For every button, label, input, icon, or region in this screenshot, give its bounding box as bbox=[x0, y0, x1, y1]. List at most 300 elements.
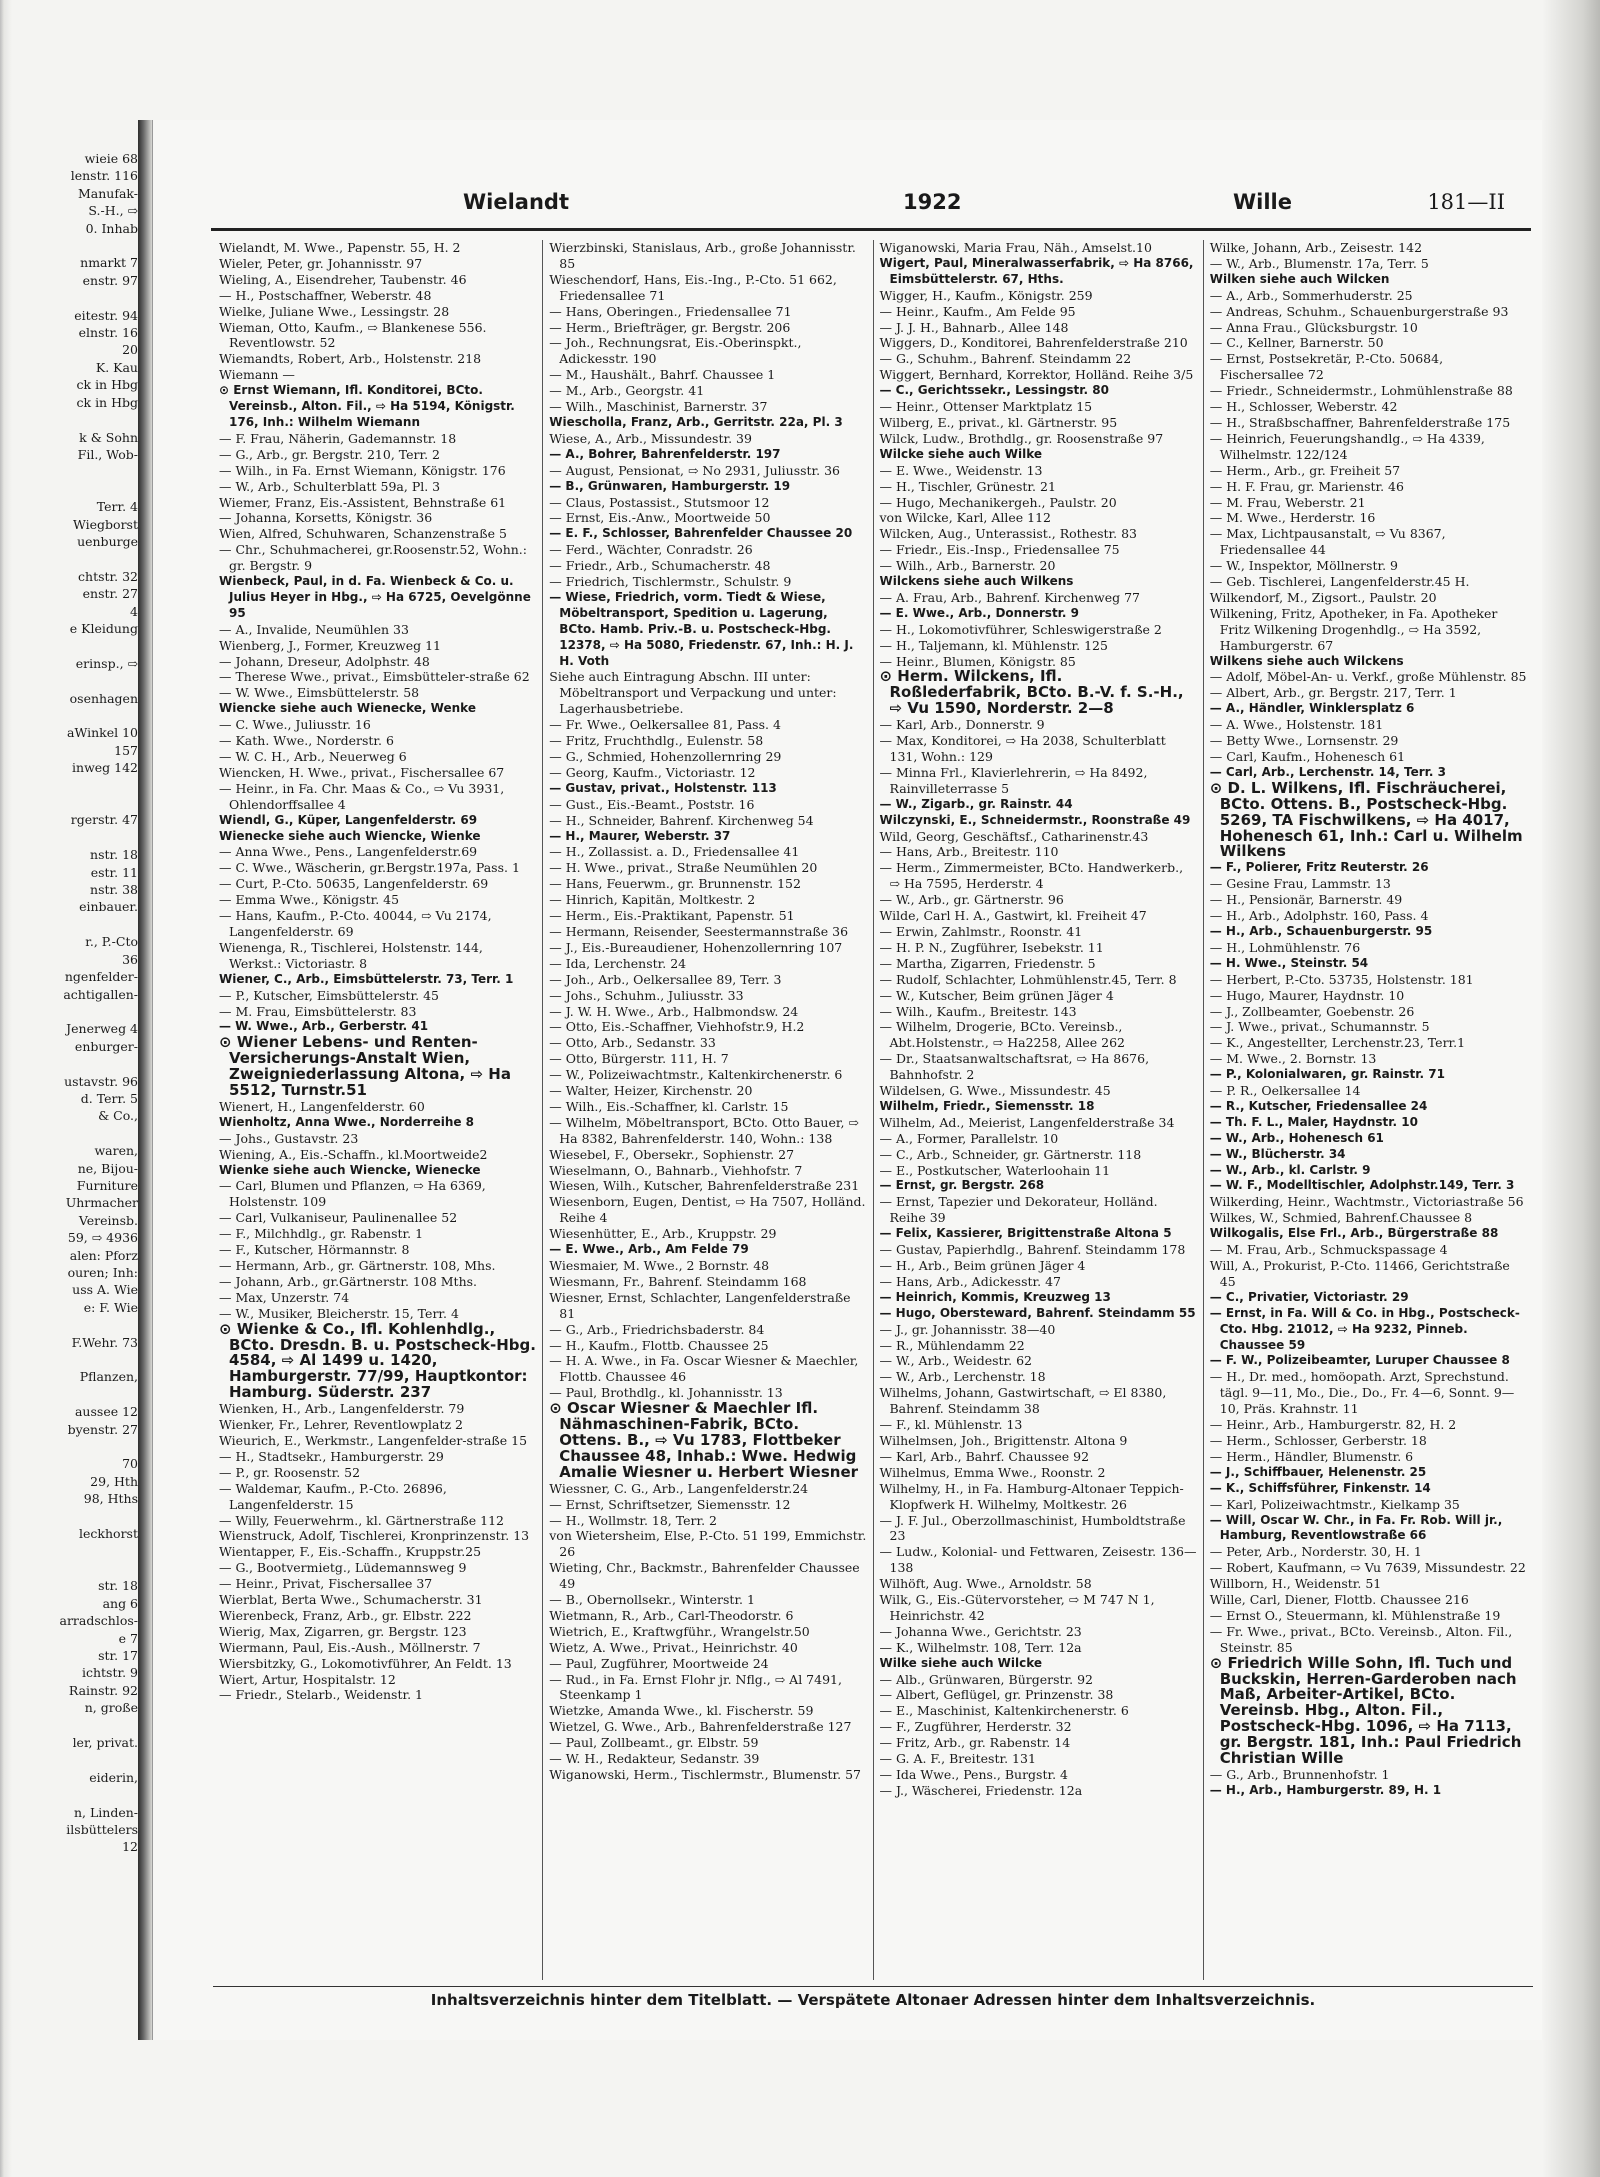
directory-entry: — Herbert, P.-Cto. 53735, Holstenstr. 181 bbox=[1209, 971, 1474, 987]
directory-entry: — Ernst, Postsekretär, P.-Cto. 50684, Fischersallee 72 bbox=[1209, 351, 1444, 383]
previous-page-line: r., P.-Cto bbox=[85, 934, 138, 950]
directory-entry: — W., Kutscher, Beim grünen Jäger 4 bbox=[879, 987, 1114, 1003]
directory-entry: — Friedr., Schneidermstr., Lohmühlenstraße 88 bbox=[1209, 383, 1513, 399]
directory-entry: — Carl, Blumen und Pflanzen, ⇨ Ha 6369, Holstenstr. 109 bbox=[219, 1178, 486, 1210]
directory-entry: Wierig, Max, Zigarren, gr. Bergstr. 123 bbox=[219, 1623, 467, 1639]
directory-entry: — Gustav, privat., Holstenstr. 113 bbox=[549, 780, 777, 795]
previous-page-line: Uhrmacher bbox=[65, 1195, 138, 1211]
directory-entry: Wienert, H., Langenfelderstr. 60 bbox=[219, 1098, 425, 1114]
directory-entry: — H., Schlosser, Weberstr. 42 bbox=[1209, 399, 1398, 415]
directory-entry: — Emma Wwe., Königstr. 45 bbox=[219, 892, 400, 908]
directory-entry: — P. R., Oelkersallee 14 bbox=[1209, 1083, 1361, 1099]
directory-entry: — M., Haushält., Bahrf. Chaussee 1 bbox=[549, 367, 776, 383]
directory-entry: — A., Bohrer, Bahrenfelderstr. 197 bbox=[549, 446, 781, 461]
directory-entry: Wieschendorf, Hans, Eis.-Ing., P.-Cto. 51 662, Friedensallee 71 bbox=[549, 271, 837, 303]
directory-entry: — J., Wäscherei, Friedenstr. 12a bbox=[879, 1782, 1083, 1798]
directory-entry: — Ludw., Kolonial- und Fettwaren, Zeisestr. 136—138 bbox=[879, 1544, 1197, 1576]
directory-entry: — H., Kaufm., Flottb. Chaussee 25 bbox=[549, 1337, 769, 1353]
directory-entry: — Hans, Feuerwm., gr. Brunnenstr. 152 bbox=[549, 876, 801, 892]
directory-entry: Wigger, H., Kaufm., Königstr. 259 bbox=[879, 287, 1093, 303]
directory-entry: — Curt, P.-Cto. 50635, Langenfelderstr. 69 bbox=[219, 876, 489, 892]
directory-entry: Wilhelm, Friedr., Siemensstr. 18 bbox=[879, 1098, 1095, 1113]
directory-entry: — E. Wwe., Arb., Donnerstr. 9 bbox=[879, 605, 1079, 620]
directory-entry: — A., Former, Parallelstr. 10 bbox=[879, 1130, 1059, 1146]
directory-entry: Wieling, A., Eisendreher, Taubenstr. 46 bbox=[219, 271, 467, 287]
directory-entry: Wienbeck, Paul, in d. Fa. Wienbeck & Co. u. Julius Heyer in Hbg., ⇨ Ha 6725, Oevelgönne 95 bbox=[219, 574, 531, 620]
column-3 bbox=[874, 240, 1204, 1980]
directory-entry: Will, A., Prokurist, P.-Cto. 11466, Gerichtstraße 45 bbox=[1209, 1258, 1510, 1289]
directory-entry: — Max, Konditorei, ⇨ Ha 2038, Schulterblatt 131, Wohn.: 129 bbox=[879, 733, 1166, 764]
previous-page-line bbox=[0, 777, 138, 794]
previous-page-line: enburger- bbox=[74, 1038, 138, 1054]
previous-page-line: ang 6 bbox=[102, 1595, 138, 1611]
directory-entry: Wieselmann, O., Bahnarb., Viehhofstr. 7 bbox=[549, 1162, 803, 1178]
directory-entry: — Fritz, Arb., gr. Rabenstr. 14 bbox=[879, 1735, 1071, 1751]
directory-entry: — G., Schmied, Hohenzollernring 29 bbox=[549, 749, 782, 764]
directory-entry: Wienholtz, Anna Wwe., Norderreihe 8 bbox=[219, 1114, 475, 1129]
column-2 bbox=[543, 240, 873, 1980]
directory-entry: — Hermann, Arb., gr. Gärtnerstr. 108, Mhs. bbox=[219, 1258, 496, 1273]
directory-entry: Wilcke siehe auch Wilke bbox=[879, 446, 1043, 461]
previous-page-line: Manufak- bbox=[77, 185, 138, 201]
directory-entry: — Gesine Frau, Lammstr. 13 bbox=[1209, 876, 1391, 892]
directory-entry: Wierblat, Berta Wwe., Schumacherstr. 31 bbox=[219, 1592, 483, 1608]
directory-entry: — Ernst O., Steuermann, kl. Mühlenstraße 19 bbox=[1209, 1607, 1501, 1623]
directory-entry: — Wilhelm, Drogerie, BCto. Vereinsb., Abt.Holstenstr., ⇨ Ha2258, Allee 262 bbox=[879, 1019, 1126, 1051]
directory-entry: Wilhöft, Aug. Wwe., Arnoldstr. 58 bbox=[879, 1576, 1092, 1592]
previous-page-line: 20 bbox=[122, 342, 138, 358]
previous-page-line bbox=[0, 1717, 138, 1734]
previous-page-line: Vereinsb. bbox=[78, 1212, 138, 1228]
previous-page-line bbox=[0, 411, 138, 428]
directory-entry: — Johs., Gustavstr. 23 bbox=[219, 1130, 359, 1146]
directory-entry: — Heinr., Kaufm., Am Felde 95 bbox=[879, 303, 1076, 319]
previous-page-line: n, Linden- bbox=[73, 1804, 138, 1820]
directory-entry: — Johann, Dreseur, Adolphstr. 48 bbox=[219, 653, 430, 669]
previous-page-line bbox=[0, 1316, 138, 1333]
directory-entry: Wienberg, J., Former, Kreuzweg 11 bbox=[219, 637, 441, 653]
directory-entry: Wienken, H., Arb., Langenfelderstr. 79 bbox=[219, 1401, 465, 1417]
directory-entry: Wiesen, Wilh., Kutscher, Bahrenfelderstraße 231 bbox=[549, 1178, 860, 1194]
directory-entry: — Johann, Arb., gr.Gärtnerstr. 108 Mths. bbox=[219, 1273, 478, 1289]
directory-entry: — W., Arb., kl. Carlstr. 9 bbox=[1209, 1162, 1371, 1177]
previous-page-line bbox=[0, 829, 138, 846]
directory-entry: — Kath. Wwe., Norderstr. 6 bbox=[219, 733, 394, 749]
previous-page-line: ichtstr. 9 bbox=[81, 1665, 138, 1681]
directory-entry: Wilkens siehe auch Wilckens bbox=[1209, 653, 1404, 668]
directory-entry: — H. P. N., Zugführer, Isebekstr. 11 bbox=[879, 939, 1104, 955]
directory-entry: Wiermann, Paul, Eis.-Aush., Möllnerstr. 7 bbox=[219, 1639, 481, 1655]
directory-entry: — F., kl. Mühlenstr. 13 bbox=[879, 1417, 1023, 1433]
directory-entry: — Fr. Wwe., privat., BCto. Vereinsb., Alton. Fil., Steinstr. 85 bbox=[1209, 1623, 1513, 1655]
previous-page-line bbox=[0, 463, 138, 480]
previous-page-line: lenstr. 116 bbox=[70, 168, 138, 184]
directory-entry: Wiemer, Franz, Eis.-Assistent, Behnstraße 61 bbox=[219, 494, 507, 510]
previous-page-line: n, große bbox=[84, 1700, 138, 1716]
directory-entry: — Martha, Zigarren, Friedenstr. 5 bbox=[879, 955, 1096, 971]
directory-entry: Wiemann — bbox=[219, 367, 295, 383]
previous-page-line: e Kleidung bbox=[69, 620, 138, 636]
directory-entry: — A. Frau, Arb., Bahrenf. Kirchenweg 77 bbox=[879, 589, 1140, 605]
directory-entry: Wiggers, D., Konditorei, Bahrenfelderstraße 210 bbox=[879, 335, 1188, 351]
directory-entry: — Otto, Eis.-Schaffner, Viehhofstr.9, H.2 bbox=[549, 1019, 805, 1035]
directory-entry: — W., Musiker, Bleicherstr. 15, Terr. 4 bbox=[219, 1305, 459, 1321]
directory-entry: — E. F., Schlosser, Bahrenfelder Chaussee 20 bbox=[549, 526, 853, 541]
previous-page-edge bbox=[0, 150, 138, 2030]
directory-entry: — H., Schneider, Bahrenf. Kirchenweg 54 bbox=[549, 812, 814, 828]
previous-page-line: 29, Hth bbox=[90, 1473, 138, 1489]
directory-entry: — J., Schiffbauer, Helenenstr. 25 bbox=[1209, 1464, 1427, 1479]
directory-entry: — E. Wwe., Arb., Am Felde 79 bbox=[549, 1242, 749, 1257]
directory-entry: — H., Straßbschaffner, Bahrenfelderstraße 175 bbox=[1209, 414, 1511, 430]
directory-entry: — Chr., Schuhmacherei, gr.Roosenstr.52, Wohn.: gr. Bergstr. 9 bbox=[219, 542, 527, 574]
previous-page-line: Terr. 4 bbox=[96, 499, 138, 515]
directory-entry: — W., Arb., Blumenstr. 17a, Terr. 5 bbox=[1209, 255, 1429, 271]
previous-page-line: uenburge bbox=[77, 533, 138, 549]
directory-entry: Wilde, Carl H. A., Gastwirt, kl. Freiheit 47 bbox=[879, 908, 1147, 924]
previous-page-line: eiderin, bbox=[89, 1769, 138, 1785]
directory-entry: — Geb. Tischlerei, Langenfelderstr.45 H. bbox=[1209, 574, 1470, 590]
directory-entry: — Walter, Heizer, Kirchenstr. 20 bbox=[549, 1083, 753, 1099]
previous-page-line: 36 bbox=[122, 951, 138, 967]
directory-entry: — Felix, Kassierer, Brigittenstraße Altona 5 bbox=[879, 1226, 1172, 1241]
previous-page-line: elnstr. 16 bbox=[78, 325, 138, 341]
previous-page-line: S.-H., ⇨ bbox=[88, 203, 138, 219]
directory-entry: — W. F., Modelltischler, Adolphstr.149, Terr. 3 bbox=[1209, 1178, 1515, 1193]
directory-entry: — Friedr., Stelarb., Weidenstr. 1 bbox=[219, 1687, 423, 1703]
directory-entry: — Herm., Händler, Blumenstr. 6 bbox=[1209, 1448, 1414, 1464]
previous-page-line bbox=[0, 1508, 138, 1525]
directory-entry: — C., Kellner, Barnerstr. 50 bbox=[1209, 335, 1384, 351]
directory-entry: — A., Invalide, Neumühlen 33 bbox=[219, 621, 409, 637]
previous-page-line: 4 bbox=[130, 603, 138, 619]
directory-entry: Wilkendorf, M., Zigsort., Paulstr. 20 bbox=[1209, 589, 1437, 605]
directory-entry: — Wilh., Eis.-Schaffner, kl. Carlstr. 15 bbox=[549, 1098, 789, 1114]
directory-entry: — W., Arb., Lerchenstr. 18 bbox=[879, 1369, 1046, 1385]
directory-entry: — K., Schiffsführer, Finkenstr. 14 bbox=[1209, 1480, 1431, 1495]
directory-entry: — Erwin, Zahlmstr., Roonstr. 41 bbox=[879, 923, 1083, 939]
directory-entry: Wieschollа, Franz, Arb., Gerritstr. 22a, Pl. 3 bbox=[549, 414, 843, 429]
directory-entry: — H., Postschaffner, Weberstr. 48 bbox=[219, 287, 432, 303]
directory-entry: — Heinr., Ottenser Marktplatz 15 bbox=[879, 399, 1093, 415]
page-footer-note: Inhaltsverzeichnis hinter dem Titelblatt. — Verspätete Altonaer Adressen hinter dem Inhaltsverzeichnis. bbox=[213, 1986, 1533, 2009]
previous-page-line: 59, ⇨ 4936 bbox=[67, 1230, 138, 1246]
directory-entry: — H., Wollmstr. 18, Terr. 2 bbox=[549, 1512, 717, 1528]
previous-page-line: str. 18 bbox=[98, 1578, 138, 1594]
directory-entry: — J. J. H., Bahnarb., Allee 148 bbox=[879, 319, 1069, 335]
book-gutter bbox=[138, 120, 152, 2040]
directory-entry: — H., Pensionär, Barnerstr. 49 bbox=[1209, 892, 1403, 908]
directory-entry: ⊙ Wiener Lebens- und Renten-Versicherungs-Anstalt Wien, Zweigniederlassung Altona, ⇨ Ha 5512, Turnstr.51 bbox=[219, 1033, 511, 1100]
previous-page-line: rgerstr. 47 bbox=[70, 812, 138, 828]
previous-page-line: Fil., Wob- bbox=[77, 446, 138, 462]
directory-entry: — Robert, Kaufmann, ⇨ Vu 7639, Missundestr. 22 bbox=[1209, 1560, 1526, 1576]
directory-entry: — Ida Wwe., Pens., Burgstr. 4 bbox=[879, 1767, 1068, 1782]
directory-entry: — A. Wwe., Holstenstr. 181 bbox=[1209, 717, 1384, 733]
directory-entry: Wilken siehe auch Wilcken bbox=[1209, 271, 1390, 286]
directory-entry: — R., Kutscher, Friedensallee 24 bbox=[1209, 1098, 1428, 1113]
directory-entry: Wilck, Ludw., Brothdlg., gr. Roosenstraße 97 bbox=[879, 430, 1164, 446]
previous-page-line: ck in Hbg bbox=[76, 377, 138, 393]
directory-entry: — Karl, Polizeiwachtmstr., Kielkamp 35 bbox=[1209, 1496, 1460, 1512]
directory-entry: Wilcken, Aug., Unterassist., Rothestr. 83 bbox=[879, 526, 1138, 542]
previous-page-line: 0. Inhab bbox=[85, 220, 138, 236]
previous-page-line: str. 17 bbox=[98, 1647, 138, 1663]
previous-page-line: inweg 142 bbox=[72, 760, 138, 776]
directory-entry: — H. F. Frau, gr. Marienstr. 46 bbox=[1209, 478, 1404, 494]
previous-page-line: arradschlos- bbox=[59, 1613, 138, 1629]
directory-entry: Wilkes, W., Schmied, Bahrenf.Chaussee 8 bbox=[1209, 1210, 1473, 1226]
directory-entry: — Ida, Lerchenstr. 24 bbox=[549, 955, 687, 971]
directory-entry: — J., gr. Johannisstr. 38—40 bbox=[879, 1321, 1056, 1337]
directory-entry: Wilhelm, Ad., Meierist, Langenfelderstraße 34 bbox=[879, 1114, 1175, 1130]
directory-entry: Wielandt, M. Wwe., Papenstr. 55, H. 2 bbox=[219, 240, 461, 255]
previous-page-line: ngenfelder- bbox=[64, 969, 138, 985]
directory-entry: — C., Privatier, Victoriastr. 29 bbox=[1209, 1289, 1409, 1304]
previous-page-line: Wiegborst bbox=[73, 516, 138, 532]
directory-entry: — E., Postkutscher, Waterloohain 11 bbox=[879, 1162, 1111, 1178]
previous-page-line: 157 bbox=[114, 742, 138, 758]
directory-entry: — Gust., Eis.-Beamt., Poststr. 16 bbox=[549, 796, 755, 812]
previous-page-line: nstr. 38 bbox=[90, 882, 138, 898]
directory-entry: — Will, Oscar W. Chr., in Fa. Fr. Rob. Will jr., Hamburg, Reventlowstraße 66 bbox=[1209, 1512, 1503, 1543]
previous-page-line bbox=[0, 289, 138, 306]
directory-entry: — Gustav, Papierhdlg., Bahrenf. Steindamm 178 bbox=[879, 1242, 1186, 1258]
directory-entry: — E., Maschinist, Kaltenkirchenerstr. 6 bbox=[879, 1703, 1129, 1719]
previous-page-line: e 7 bbox=[118, 1630, 138, 1646]
directory-entry: — Paul, Zugführer, Moortweide 24 bbox=[549, 1655, 769, 1671]
directory-entry: — Claus, Postassist., Stutsmoor 12 bbox=[549, 494, 770, 510]
directory-entry: Wieting, Chr., Backmstr., Bahrenfelder Chaussee 49 bbox=[549, 1560, 860, 1592]
directory-entry: — Max, Lichtpausanstalt, ⇨ Vu 8367, Friedensallee 44 bbox=[1209, 526, 1446, 558]
directory-entry: — Heinrich, Kommis, Kreuzweg 13 bbox=[879, 1289, 1111, 1304]
directory-entry: Wilke siehe auch Wilcke bbox=[879, 1655, 1043, 1670]
directory-entry: — M. Wwe., 2. Bornstr. 13 bbox=[1209, 1051, 1377, 1067]
directory-entry: Wiencken, H. Wwe., privat., Fischersallee 67 bbox=[219, 764, 505, 780]
scan-right-shadow bbox=[1542, 0, 1600, 2177]
directory-entry: — W., Arb., Schulterblatt 59a, Pl. 3 bbox=[219, 478, 441, 494]
directory-entry: Wiesmann, Fr., Bahrenf. Steindamm 168 bbox=[549, 1273, 807, 1289]
directory-entry: — H., Arb., Schauenburgerstr. 95 bbox=[1209, 923, 1433, 938]
column-4 bbox=[1204, 240, 1533, 1980]
directory-entry: — W. H., Redakteur, Sedanstr. 39 bbox=[549, 1751, 760, 1767]
directory-entry: — H., Zollassist. a. D., Friedensallee 41 bbox=[549, 844, 800, 860]
directory-entry: Wilkerding, Heinr., Wachtmstr., Victoriastraße 56 bbox=[1209, 1194, 1524, 1210]
directory-entry: Wilkogalis, Else Frl., Arb., Bürgerstraße 88 bbox=[1209, 1226, 1499, 1241]
directory-entry: — Betty Wwe., Lornsenstr. 29 bbox=[1209, 733, 1399, 749]
previous-page-line bbox=[0, 237, 138, 254]
previous-page-line bbox=[0, 1751, 138, 1768]
directory-entry: — H., Arb., Hamburgerstr. 89, H. 1 bbox=[1209, 1782, 1442, 1797]
directory-entry: — K., Angestellter, Lerchenstr.23, Terr.1 bbox=[1209, 1035, 1466, 1051]
directory-entry: — Willy, Feuerwehrm., kl. Gärtnerstraße 112 bbox=[219, 1512, 504, 1528]
previous-page-line: aussee 12 bbox=[74, 1404, 138, 1420]
directory-entry: — Carl, Arb., Lerchenstr. 14, Terr. 3 bbox=[1209, 764, 1446, 779]
directory-entry: Wienstruck, Adolf, Tischlerei, Kronprinzenstr. 13 bbox=[219, 1528, 530, 1544]
directory-entry: Wille, Carl, Diener, Flottb. Chaussee 216 bbox=[1209, 1592, 1469, 1608]
previous-page-line: e: F. Wie bbox=[83, 1299, 138, 1315]
directory-entry: — Herm., Zimmermeister, BCto. Handwerkerb., ⇨ Ha 7595, Herderstr. 4 bbox=[879, 860, 1184, 892]
directory-entry: Wigert, Paul, Mineralwasserfabrik, ⇨ Ha 8766, Eimsbüttelerstr. 67, Hths. bbox=[879, 255, 1194, 286]
directory-entry: Wierzbinski, Stanislaus, Arb., große Johannisstr. 85 bbox=[549, 240, 856, 271]
directory-entry: — Albert, Arb., gr. Bergstr. 217, Terr. 1 bbox=[1209, 685, 1457, 701]
directory-entry: — Ferd., Wächter, Conradstr. 26 bbox=[549, 542, 753, 558]
directory-entry: — Alb., Grünwaren, Bürgerstr. 92 bbox=[879, 1671, 1093, 1687]
directory-entry: — Wilh., Kaufm., Breitestr. 143 bbox=[879, 1003, 1077, 1019]
directory-entry: ⊙ D. L. Wilkens, Ifl. Fischräucherei, BCto. Ottens. B., Postscheck-Hbg. 5269, TA Fischwilkens, ⇨ Ha 4017, Hohenesch 61, Inh.: Carl u. Wilhelm Wilkens bbox=[1209, 778, 1523, 861]
header-last-name: Wille bbox=[1233, 190, 1293, 214]
previous-page-line bbox=[0, 550, 138, 567]
previous-page-line: uss A. Wie bbox=[72, 1282, 138, 1298]
directory-entry: — Herm., Eis.-Praktikant, Papenstr. 51 bbox=[549, 908, 795, 924]
directory-entry: Wieurich, E., Werkmstr., Langenfelder-straße 15 bbox=[219, 1432, 528, 1448]
directory-entry: Wilhelmsen, Joh., Brigittenstr. Altona 9 bbox=[879, 1432, 1128, 1448]
previous-page-line: osenhagen bbox=[69, 690, 138, 706]
directory-entry: Wilkening, Fritz, Apotheker, in Fa. Apotheker Fritz Wilkening Drogenhdlg., ⇨ Ha 3592, Hamburgerstr. 67 bbox=[1209, 605, 1498, 653]
directory-entry: — H., Stadtsekr., Hamburgerstr. 29 bbox=[219, 1448, 444, 1464]
directory-entry: — Anna Wwe., Pens., Langenfelderstr.69 bbox=[219, 844, 478, 860]
directory-entry: — F., Kutscher, Hörmannstr. 8 bbox=[219, 1242, 410, 1258]
directory-entry: — W. C. H., Arb., Neuerweg 6 bbox=[219, 749, 407, 764]
directory-entry: — W., Polizeiwachtmstr., Kaltenkirchenerstr. 6 bbox=[549, 1067, 843, 1083]
previous-page-line: nstr. 18 bbox=[90, 847, 138, 863]
directory-entry: — Friedrich, Tischlermstr., Schulstr. 9 bbox=[549, 574, 792, 590]
directory-entry: — H. Wwe., Steinstr. 54 bbox=[1209, 955, 1369, 970]
directory-entry: ⊙ Oscar Wiesner & Maechler Ifl. Nähmaschinen-Fabrik, BCto. Ottens. B., ⇨ Vu 1783, Flottbeker Chaussee 48, Inhab.: Wwe. Hedwig Amalie Wiesner u. Herbert Wiesner bbox=[549, 1399, 859, 1481]
directory-entry: — J. Wwe., privat., Schumannstr. 5 bbox=[1209, 1019, 1430, 1035]
directory-entry: — M. Frau, Arb., Schmuckspassage 4 bbox=[1209, 1242, 1448, 1258]
directory-entry: — Herm., Schlosser, Gerberstr. 18 bbox=[1209, 1432, 1427, 1448]
directory-entry: — P., gr. Roosenstr. 52 bbox=[219, 1464, 361, 1480]
directory-entry: — Ernst, Tapezier und Dekorateur, Holländ. Reihe 39 bbox=[879, 1194, 1158, 1226]
directory-entry: — Anna Frau., Glücksburgstr. 10 bbox=[1209, 319, 1418, 335]
directory-entry: Wiemandts, Robert, Arb., Holstenstr. 218 bbox=[219, 351, 482, 367]
previous-page-line bbox=[0, 481, 138, 498]
directory-entry: — C. Wwe., Juliusstr. 16 bbox=[219, 717, 371, 733]
directory-entry: — F., Milchhdlg., gr. Rabenstr. 1 bbox=[219, 1226, 424, 1242]
directory-entry: — P., Kutscher, Eimsbüttelerstr. 45 bbox=[219, 987, 439, 1003]
previous-page-line: d. Terr. 5 bbox=[80, 1090, 138, 1106]
directory-entry: — Th. F. L., Maler, Haydnstr. 10 bbox=[1209, 1114, 1418, 1129]
directory-entry: — H., Maurer, Weberstr. 37 bbox=[549, 828, 731, 843]
directory-entry: — Herm., Briefträger, gr. Bergstr. 206 bbox=[549, 319, 791, 335]
directory-entry: — Otto, Bürgerstr. 111, H. 7 bbox=[549, 1051, 729, 1067]
directory-entry: Wilhelmy, H., in Fa. Hamburg-Altonaer Teppich-Klopfwerk H. Wilhelmy, Moltkestr. 26 bbox=[879, 1480, 1184, 1512]
directory-entry: — G., Bootvermietg., Lüdemannsweg 9 bbox=[219, 1560, 467, 1576]
previous-page-line: alen: Pforz bbox=[69, 1247, 138, 1263]
directory-entry: — Friedr., Arb., Schumacherstr. 48 bbox=[549, 558, 771, 574]
previous-page-line bbox=[0, 1351, 138, 1368]
directory-entry: — F., Polierer, Fritz Reuterstr. 26 bbox=[1209, 860, 1429, 875]
previous-page-line: einbauer. bbox=[79, 899, 138, 915]
directory-entry: — E. Wwe., Weidenstr. 13 bbox=[879, 462, 1043, 478]
directory-entry: Wienecke siehe auch Wiencke, Wienke bbox=[219, 828, 481, 843]
directory-entry: — C., Gerichtssekr., Lessingstr. 80 bbox=[879, 383, 1109, 398]
directory-entry: — G., Arb., Brunnenhofstr. 1 bbox=[1209, 1767, 1390, 1782]
directory-entry: — Adolf, Möbel-An- u. Verkf., große Mühlenstr. 85 bbox=[1209, 669, 1527, 685]
directory-entry: — Max, Unzerstr. 74 bbox=[219, 1289, 350, 1305]
previous-page-line bbox=[0, 794, 138, 811]
directory-entry: — M., Arb., Georgstr. 41 bbox=[549, 383, 705, 399]
directory-entry: — August, Pensionat, ⇨ No 2931, Juliusstr. 36 bbox=[549, 462, 841, 478]
directory-entry: — H., Taljemann, kl. Mühlenstr. 125 bbox=[879, 637, 1108, 653]
directory-entry: — H., Dr. med., homöopath. Arzt, Sprechstund. tägl. 9—11, Mo., Die., Do., Fr. 4—6, Sonnt. 9—10, Präs. Krahnstr. 11 bbox=[1209, 1369, 1515, 1417]
directory-entry: — Hans, Oberingen., Friedensallee 71 bbox=[549, 303, 792, 319]
directory-entry: Wienke siehe auch Wiencke, Wienecke bbox=[219, 1162, 481, 1177]
directory-entry: — Carl, Kaufm., Hohenesch 61 bbox=[1209, 749, 1406, 764]
directory-entry: Wietz, A. Wwe., Privat., Heinrichstr. 40 bbox=[549, 1639, 798, 1655]
previous-page-line: ler, privat. bbox=[72, 1734, 138, 1750]
previous-page-line: eitestr. 94 bbox=[74, 307, 138, 323]
directory-entry: Wilk, G., Eis.-Gütervorsteher, ⇨ M 747 N 1, Heinrichstr. 42 bbox=[879, 1592, 1155, 1623]
directory-entry: — P., Kolonialwaren, gr. Rainstr. 71 bbox=[1209, 1067, 1445, 1082]
directory-entry: — Hans, Kaufm., P.-Cto. 40044, ⇨ Vu 2174, Langenfelderstr. 69 bbox=[219, 908, 492, 939]
directory-entry: Wierenbeck, Franz, Arb., gr. Elbstr. 222 bbox=[219, 1607, 472, 1623]
previous-page-line bbox=[0, 1438, 138, 1455]
directory-entry: — Hermann, Reisender, Seestermannstraße 36 bbox=[549, 923, 849, 939]
directory-entry: — H., Lohmühlenstr. 76 bbox=[1209, 939, 1361, 955]
previous-page-line: chtstr. 32 bbox=[78, 568, 138, 584]
directory-entry: — Hugo, Maurer, Haydnstr. 10 bbox=[1209, 987, 1405, 1003]
directory-entry: Wild, Georg, Geschäftsf., Catharinenstr.43 bbox=[879, 828, 1149, 844]
directory-entry: — W. Wwe., Eimsbüttelerstr. 58 bbox=[219, 685, 420, 701]
directory-entry: — R., Mühlendamm 22 bbox=[879, 1337, 1025, 1353]
directory-entry: — Otto, Arb., Sedanstr. 33 bbox=[549, 1035, 716, 1051]
previous-page-line: K. Kau bbox=[95, 359, 138, 375]
directory-entry: — H., Lokomotivführer, Schleswigerstraße 2 bbox=[879, 621, 1162, 637]
previous-page-line bbox=[0, 1786, 138, 1803]
directory-entry: — Heinr., Privat, Fischersallee 37 bbox=[219, 1576, 433, 1592]
directory-entry: — M. Frau, Weberstr. 21 bbox=[1209, 494, 1366, 510]
directory-entry: Wilhelms, Johann, Gastwirtschaft, ⇨ El 8380, Bahrenf. Steindamm 38 bbox=[879, 1385, 1167, 1417]
directory-entry: — W., Zigarb., gr. Rainstr. 44 bbox=[879, 796, 1073, 811]
directory-entry: — Wilh., Maschinist, Barnerstr. 37 bbox=[549, 399, 768, 415]
directory-entry: ⊙ Friedrich Wille Sohn, Ifl. Tuch und Buckskin, Herren-Garderoben nach Maß, Arbeiter-Artikel, BCto. Vereinsb. Hbg., Alton. Fil., Postscheck-Hbg. 1096, ⇨ Ha 7113, gr. Bergstr. 181, Inh.: Paul Friedrich Christian Wille bbox=[1209, 1653, 1522, 1768]
directory-entry: Wilckens siehe auch Wilkens bbox=[879, 574, 1074, 589]
previous-page-line: nmarkt 7 bbox=[80, 255, 138, 271]
directory-entry: — Joh., Arb., Oelkersallee 89, Terr. 3 bbox=[549, 971, 782, 987]
directory-entry: Wiganowski, Maria Frau, Näh., Amselst.10 bbox=[879, 240, 1152, 255]
directory-entry: — F. W., Polizeibeamter, Luruper Chaussee 8 bbox=[1209, 1353, 1510, 1368]
directory-entry: — Peter, Arb., Norderstr. 30, H. 1 bbox=[1209, 1544, 1422, 1560]
directory-entry: — Hinrich, Kapitän, Moltkestr. 2 bbox=[549, 892, 756, 908]
previous-page-line bbox=[0, 1543, 138, 1560]
page-number: 181—II bbox=[1427, 190, 1505, 214]
directory-entry: — W. Wwe., Arb., Gerberstr. 41 bbox=[219, 1019, 429, 1034]
directory-entry: — Hans, Arb., Adickesstr. 47 bbox=[879, 1273, 1061, 1289]
directory-entry: Wietrich, E., Kraftwgführ., Wrangelstr.50 bbox=[549, 1623, 810, 1639]
directory-entry: — Wilh., Arb., Barnerstr. 20 bbox=[879, 558, 1056, 574]
directory-entry: — J., Zollbeamter, Goebenstr. 26 bbox=[1209, 1003, 1415, 1019]
directory-entry: Wiesenhütter, E., Arb., Kruppstr. 29 bbox=[549, 1226, 777, 1242]
previous-page-line: ouren; Inh: bbox=[67, 1265, 138, 1280]
directory-entry: Wiesebel, F., Obersekr., Sophienstr. 27 bbox=[549, 1146, 795, 1162]
directory-entry: — J. F. Jul., Oberzollmaschinist, Humboldtstraße 23 bbox=[879, 1512, 1186, 1544]
previous-page-line: 70 bbox=[122, 1456, 138, 1472]
directory-entry: — Minna Frl., Klavierlehrerin, ⇨ Ha 8492, Rainvilleterrasse 5 bbox=[879, 764, 1148, 796]
previous-page-line: aWinkel 10 bbox=[67, 725, 138, 741]
directory-entry: — Heinr., in Fa. Chr. Maas & Co., ⇨ Vu 3931, Ohlendorffsallee 4 bbox=[219, 780, 505, 812]
previous-page-line: waren, bbox=[94, 1143, 138, 1159]
previous-page-line: ck in Hbg bbox=[76, 394, 138, 410]
previous-page-line: enstr. 97 bbox=[82, 272, 138, 288]
directory-entry: — F. Frau, Näherin, Gademannstr. 18 bbox=[219, 430, 457, 446]
directory-entry: Wiessner, C. G., Arb., Langenfelderstr.24 bbox=[549, 1480, 809, 1496]
directory-columns bbox=[213, 240, 1533, 1980]
directory-entry: — W., Arb., Hohenesch 61 bbox=[1209, 1130, 1384, 1145]
directory-entry: — Joh., Rechnungsrat, Eis.-Oberinspkt., Adickesstr. 190 bbox=[549, 335, 802, 367]
directory-entry: — H., Tischler, Grünestr. 21 bbox=[879, 478, 1056, 494]
